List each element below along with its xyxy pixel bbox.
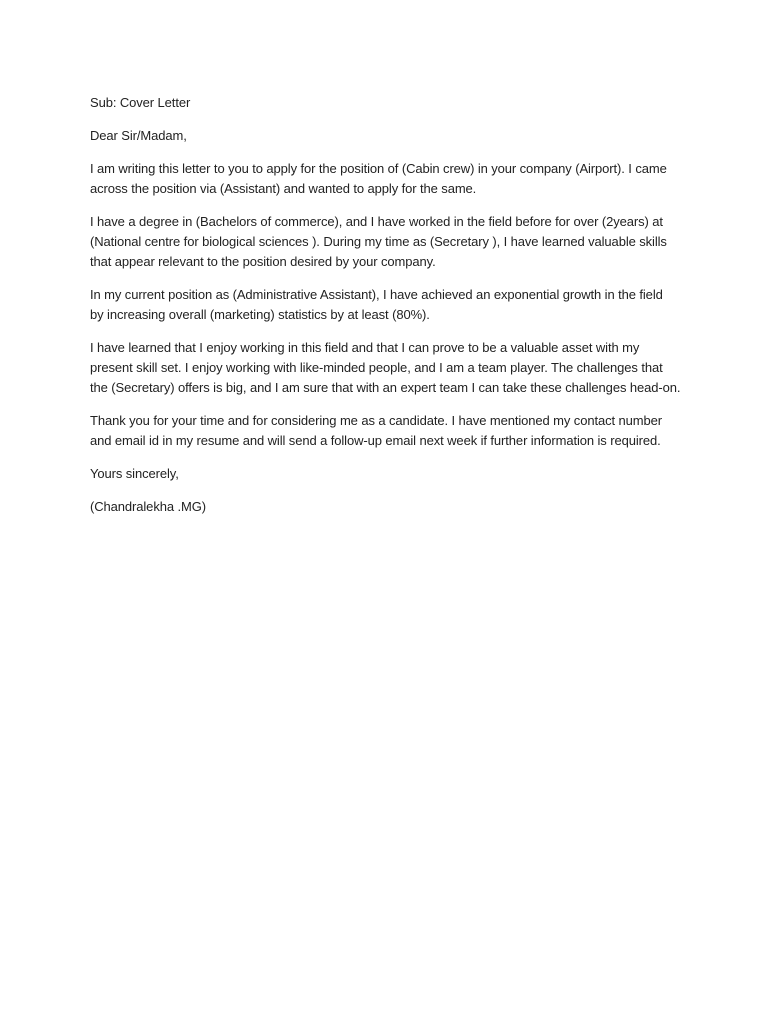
paragraph-line: In my current position as (Administrative Assistant), I have achieved an exponential growth in the field xyxy=(90,287,663,302)
paragraph-line: I have learned that I enjoy working in this field and that I can prove to be a valuable asset with my xyxy=(90,340,640,355)
paragraph-line: across the position via (Assistant) and wanted to apply for the same. xyxy=(90,181,477,196)
paragraph-line: and email id in my resume and will send a follow-up email next week if further information is required. xyxy=(90,433,661,448)
letter-paragraph-5 xyxy=(90,411,690,451)
letter-paragraph-2 xyxy=(90,212,690,272)
paragraph-line: (National centre for biological sciences ). During my time as (Secretary ), I have learned valuable skills xyxy=(90,234,667,249)
cover-letter xyxy=(90,93,690,530)
paragraph-line: I have a degree in (Bachelors of commerce), and I have worked in the field before for over (2years) at xyxy=(90,214,663,229)
letter-paragraph-1 xyxy=(90,159,690,199)
letter-salutation: Dear Sir/Madam, xyxy=(90,128,187,143)
paragraph-line: I am writing this letter to you to apply for the position of (Cabin crew) in your company (Airport). I came xyxy=(90,161,667,176)
letter-closing: Yours sincerely, xyxy=(90,466,179,481)
letter-subject: Sub: Cover Letter xyxy=(90,95,191,110)
paragraph-line: by increasing overall (marketing) statistics by at least (80%). xyxy=(90,307,430,322)
letter-paragraph-3 xyxy=(90,285,690,325)
paragraph-line: present skill set. I enjoy working with like-minded people, and I am a team player. The challenges that xyxy=(90,360,663,375)
letter-signature: (Chandralekha .MG) xyxy=(90,499,206,514)
paragraph-line: that appear relevant to the position desired by your company. xyxy=(90,254,436,269)
paragraph-line: the (Secretary) offers is big, and I am sure that with an expert team I can take these challenges head-on. xyxy=(90,380,681,395)
letter-paragraph-4 xyxy=(90,338,690,398)
paragraph-line: Thank you for your time and for considering me as a candidate. I have mentioned my contact number xyxy=(90,413,663,428)
